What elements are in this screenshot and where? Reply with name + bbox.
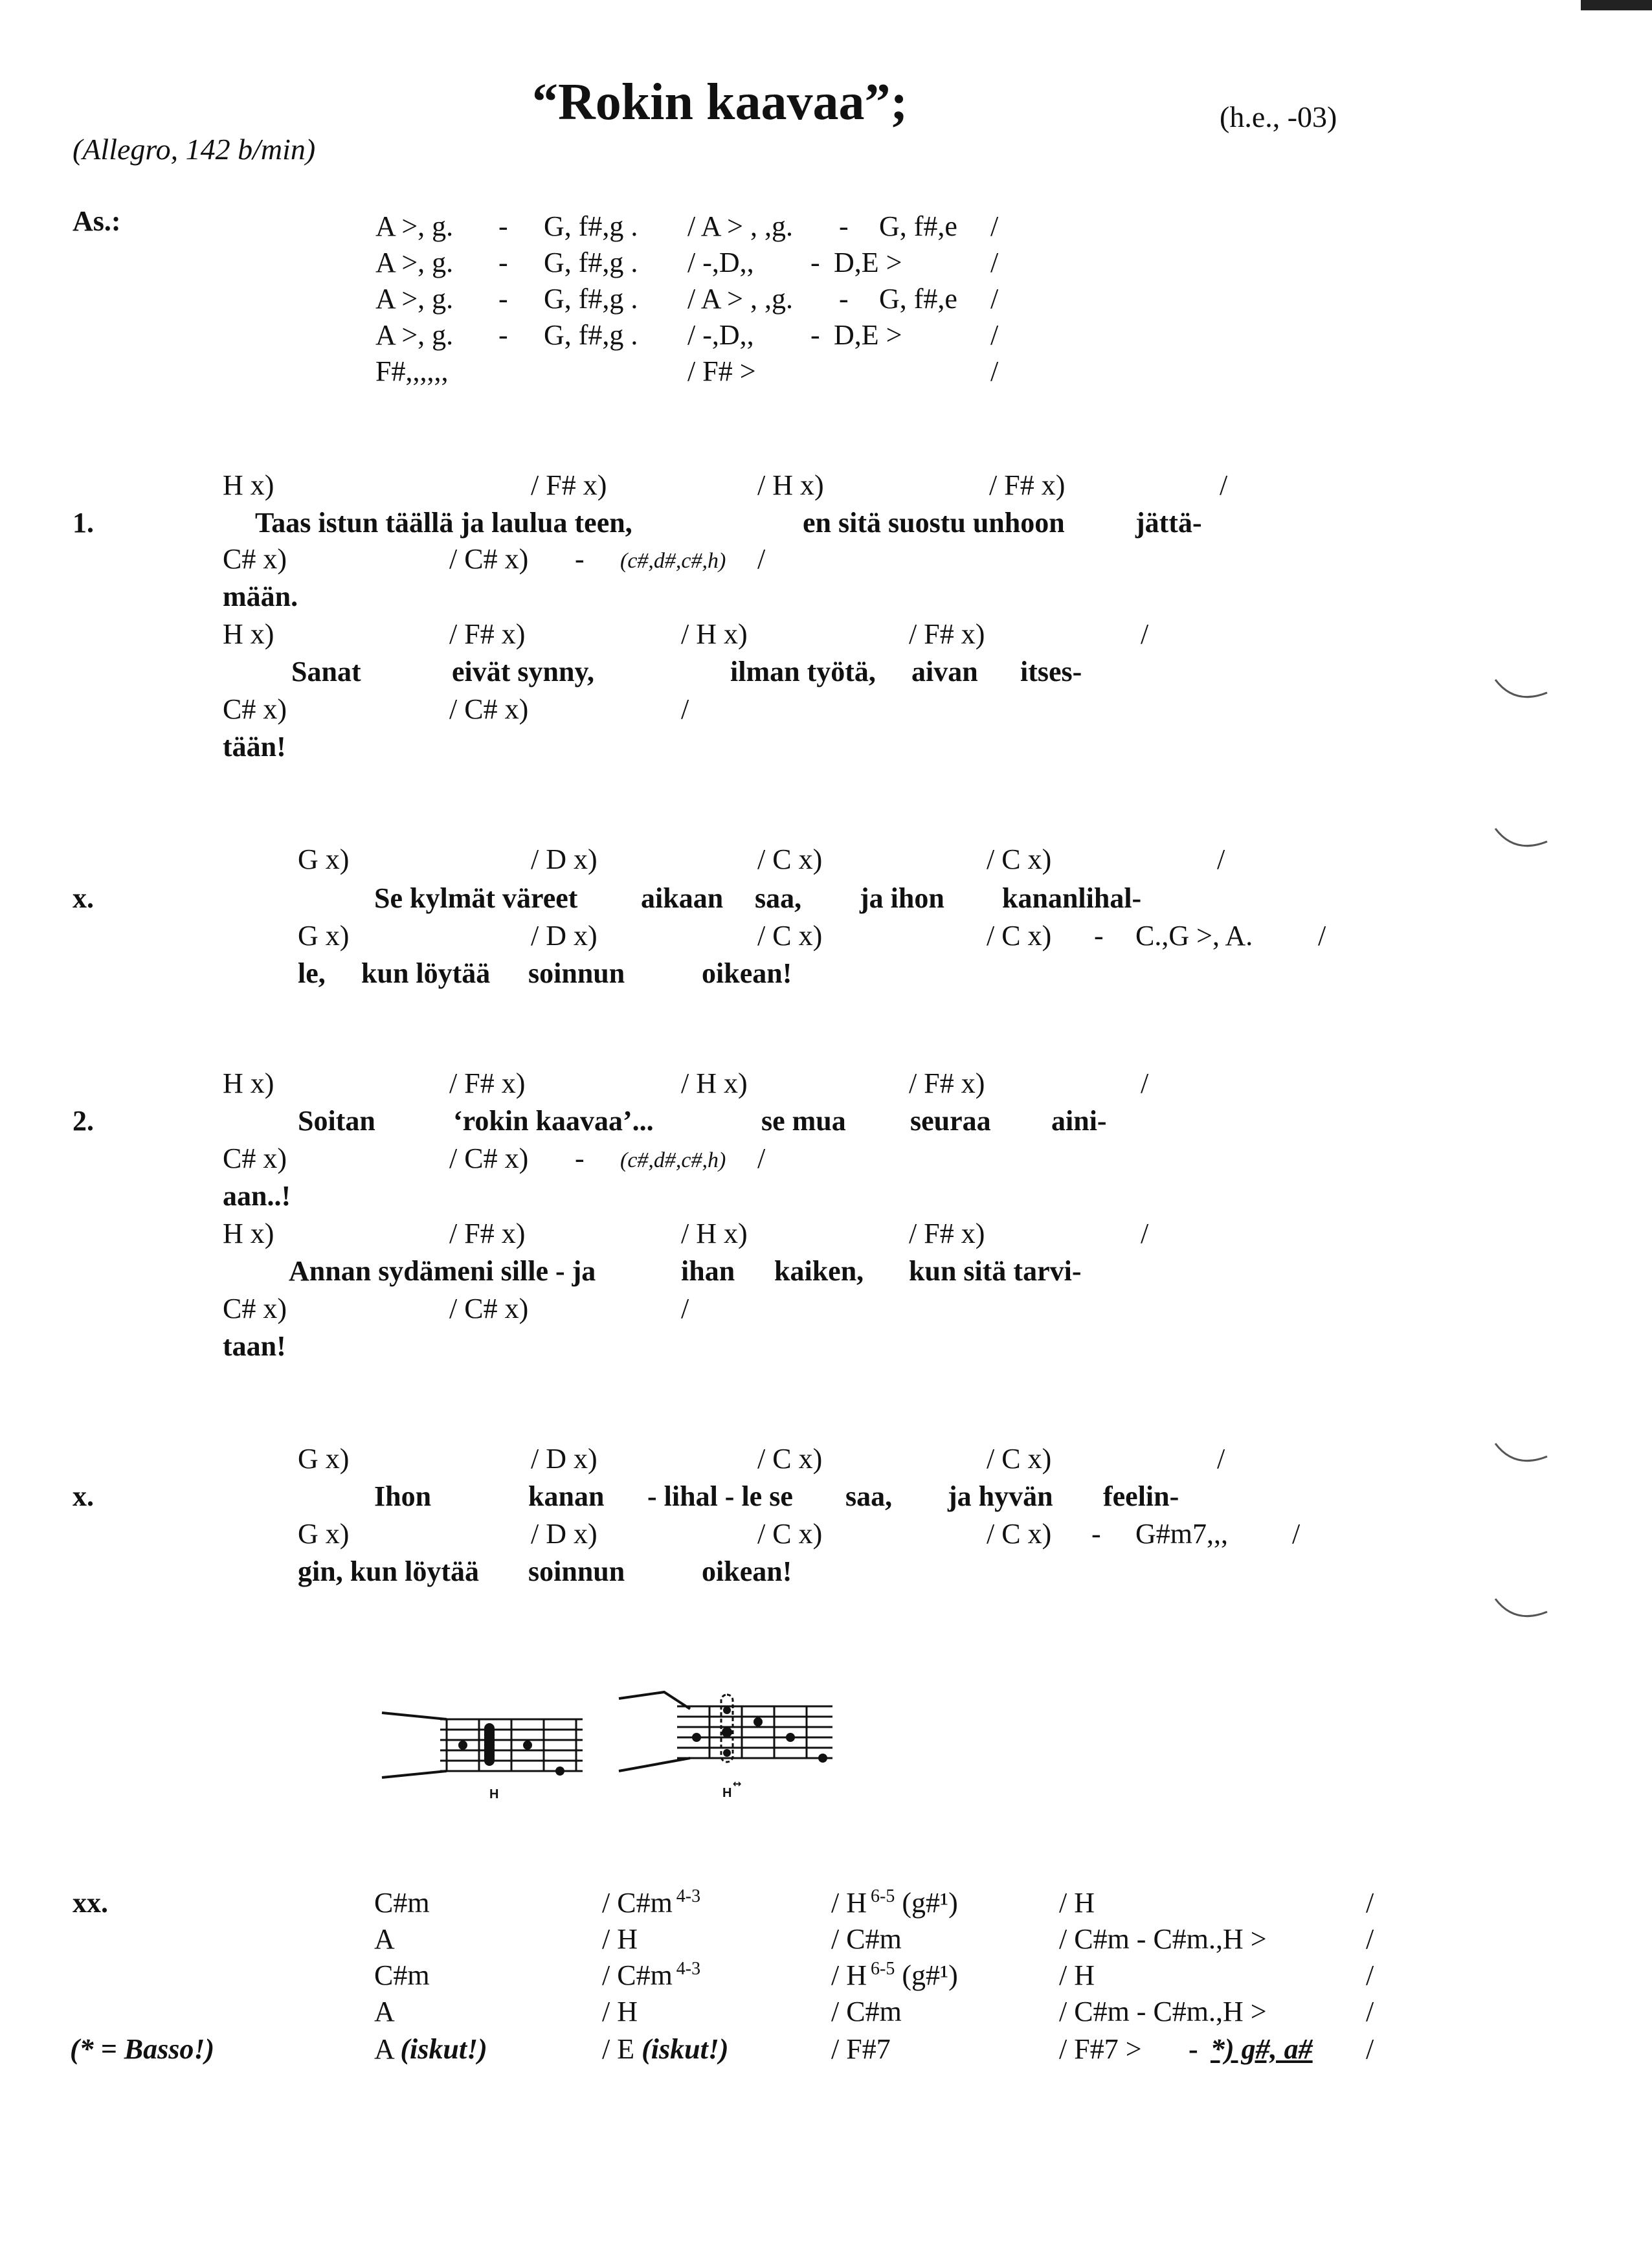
chord: / C# x) [449, 543, 529, 575]
intro-chord: G, f#,e [879, 283, 957, 315]
chord: / F# x) [449, 1218, 526, 1249]
lyric: ihan [681, 1255, 735, 1287]
chord: / F# x) [531, 469, 607, 501]
chord: / C#m - C#m.,H > [1059, 1996, 1267, 2027]
chord: C#m [374, 1887, 430, 1919]
intro-chord: / F# > [687, 355, 756, 387]
bar-line: / [1366, 2033, 1374, 2065]
lyric: se mua [761, 1105, 846, 1137]
chord [602, 1961, 700, 1990]
section-label: 2. [73, 1105, 94, 1137]
chord: C# x) [223, 693, 287, 725]
chord-name: / H [831, 1887, 867, 1919]
lyric: Soitan [298, 1105, 375, 1137]
chord: C# x) [223, 543, 287, 575]
intro-chord: D,E > [834, 247, 902, 278]
bar-line: / [681, 1293, 689, 1324]
chord: H x) [223, 1218, 274, 1249]
lyric: kaiken, [774, 1255, 864, 1287]
intro-chord: / -,D,, [687, 247, 754, 278]
bar-line: / [1366, 1923, 1374, 1955]
lyric: saa, [755, 882, 802, 914]
intro-dash: - [498, 210, 508, 242]
chord-name: / C#m [602, 1959, 673, 1991]
chord: / H x) [681, 1067, 748, 1099]
chord: G x) [298, 1518, 350, 1550]
chord: A [374, 1996, 395, 2027]
chord: / C# x) [449, 1143, 529, 1174]
binder-hole-mark [1489, 673, 1554, 712]
intro-dash: - [498, 319, 508, 351]
bass-note-legend: (* = Basso!) [70, 2033, 215, 2065]
chord: / F# x) [449, 1067, 526, 1099]
chord: / H [1059, 1959, 1095, 1991]
lyric: tään! [223, 731, 286, 763]
bar-line: / [1217, 1443, 1225, 1475]
strike-note: (iskut!) [642, 2033, 729, 2065]
chord: / C#m - C#m.,H > [1059, 1923, 1267, 1955]
bar-line: / [1141, 1067, 1149, 1099]
intro-chord: A >, g. [375, 210, 454, 242]
lyric: aikaan [641, 882, 724, 914]
bar-line: / [1366, 1887, 1374, 1919]
dash: - [1091, 1518, 1101, 1550]
lyric: ‘rokin kaavaa’... [453, 1105, 654, 1137]
chord: / H x) [681, 1218, 748, 1249]
binder-hole-mark [1489, 1592, 1554, 1631]
bar-line: / [681, 693, 689, 725]
lyric: ilman työtä, [730, 656, 876, 687]
bass-note: (g#¹) [902, 1887, 958, 1919]
lyric: en sitä suostu unhoon [803, 507, 1065, 539]
chord: / F# x) [449, 618, 526, 650]
bar-line: / [757, 543, 766, 575]
credit: (h.e., -03) [1220, 100, 1337, 133]
intro-dash: - [810, 247, 820, 278]
chord-name: / H [831, 1959, 867, 1991]
bar-line: / [1217, 843, 1225, 875]
chord: / C x) [757, 843, 823, 875]
lyric: jättä- [1135, 507, 1202, 539]
chord-diagram-h [375, 1696, 596, 1787]
chord: G#m7,,, [1135, 1518, 1228, 1550]
intro-dash: - [839, 283, 849, 315]
lyric: saa, [845, 1480, 893, 1512]
intro-chord: / A > , ,g. [687, 283, 793, 315]
lyric: Sanat [291, 656, 361, 687]
lyric: kun löytää [361, 957, 491, 989]
lyric: - lihal - le se [647, 1480, 793, 1512]
diagram-label: H [489, 1787, 499, 1801]
chord: / C x) [987, 1443, 1052, 1475]
bar-line: / [990, 283, 999, 315]
intro-chord: G, f#,g . [544, 283, 638, 315]
chord: / D x) [531, 1518, 597, 1550]
lyric: Annan sydämeni sille - ja [289, 1255, 596, 1287]
tempo-marking: (Allegro, 142 b/min) [73, 133, 316, 166]
intro-label: As.: [73, 205, 121, 237]
intro-dash: - [810, 319, 820, 351]
chord: G x) [298, 920, 350, 952]
chord: A [374, 1923, 395, 1955]
page-title: “Rokin kaavaa”; [532, 74, 908, 131]
intro-chord: G, f#,e [879, 210, 957, 242]
intro-chord: A >, g. [375, 283, 454, 315]
bar-line: / [1141, 1218, 1149, 1249]
chord: C# x) [223, 1293, 287, 1324]
lyric: kananlihal- [1002, 882, 1142, 914]
intro-chord: A >, g. [375, 247, 454, 278]
dash: - [575, 1143, 585, 1174]
bar-line: / [1366, 1996, 1374, 2027]
lyric: feelin- [1103, 1480, 1179, 1512]
diagram-label: H [722, 1786, 732, 1800]
chord: H x) [223, 469, 274, 501]
section-label: xx. [73, 1887, 108, 1919]
lyric: taan! [223, 1330, 286, 1362]
chord: / C# x) [449, 693, 529, 725]
chord: / C#m [831, 1996, 902, 2027]
lyric: gin, kun löytää [298, 1555, 479, 1587]
intro-chord: / A > , ,g. [687, 210, 793, 242]
chord: / C x) [987, 920, 1052, 952]
chord-suffix: 6-5 [871, 1959, 895, 1979]
bar-line: / [990, 355, 999, 387]
lyric: kun sitä tarvi- [909, 1255, 1082, 1287]
chord: / D x) [531, 920, 597, 952]
chord [831, 1961, 958, 1990]
bar-line: / [1292, 1518, 1300, 1550]
chord-name: A [374, 2033, 394, 2065]
chord: / C# x) [449, 1293, 529, 1324]
lyric: mään. [223, 581, 298, 612]
bass-run: (c#,d#,c#,h) [620, 1148, 726, 1172]
lyric: oikean! [702, 1555, 792, 1587]
chord: / C#m [831, 1923, 902, 1955]
section-label: 1. [73, 507, 94, 539]
lyric: soinnun [528, 1555, 625, 1587]
chord-suffix: 4-3 [676, 1959, 701, 1979]
bass-run: *) g#, a# [1211, 2033, 1313, 2065]
chord: G x) [298, 843, 350, 875]
dash: - [1094, 920, 1104, 952]
lyric: ja ihon [860, 882, 944, 914]
chord: / F# x) [909, 618, 985, 650]
chord: / H [602, 1923, 638, 1955]
chord: / C x) [757, 1518, 823, 1550]
chord: / C x) [987, 1518, 1052, 1550]
chord: / C x) [757, 920, 823, 952]
chord: C#m [374, 1959, 430, 1991]
bar-line: / [1366, 1959, 1374, 1991]
lyric: Taas istun täällä ja laulua teen, [255, 507, 632, 539]
chord [602, 2035, 729, 2064]
bar-line: / [1220, 469, 1228, 501]
intro-chord: A >, g. [375, 319, 454, 351]
chord: H x) [223, 618, 274, 650]
chord: / F#7 [831, 2033, 891, 2065]
lyric: eivät synny, [452, 656, 595, 687]
bar-line: / [990, 247, 999, 278]
lyric: Ihon [374, 1480, 432, 1512]
chord: / F# x) [909, 1067, 985, 1099]
lyric: oikean! [702, 957, 792, 989]
section-label: x. [73, 882, 94, 914]
chord [374, 2035, 487, 2064]
lyric: aini- [1051, 1105, 1107, 1137]
intro-chord: F#,,,,,, [375, 355, 449, 387]
chord: / C x) [757, 1443, 823, 1475]
chord: / D x) [531, 1443, 597, 1475]
chord: / H x) [681, 618, 748, 650]
chord-name: / C#m [602, 1887, 673, 1919]
intro-dash: - [498, 283, 508, 315]
bass-run: (c#,d#,c#,h) [620, 549, 726, 573]
intro-dash: - [498, 247, 508, 278]
diagram-marks: ↔ [733, 1778, 742, 1790]
chord: C.,G >, A. [1135, 920, 1253, 952]
lyric: itses- [1020, 656, 1082, 687]
chord-diagram-h-alt [612, 1683, 839, 1780]
bar-line: / [990, 319, 999, 351]
chord: / F# x) [989, 469, 1066, 501]
dash: - [1189, 2033, 1198, 2065]
chord-suffix: 6-5 [871, 1886, 895, 1906]
binder-hole-mark [1489, 822, 1554, 861]
chord: H x) [223, 1067, 274, 1099]
chord: / F# x) [909, 1218, 985, 1249]
chord: G x) [298, 1443, 350, 1475]
chord: / C x) [987, 843, 1052, 875]
bar-line: / [990, 210, 999, 242]
intro-chord: G, f#,g . [544, 210, 638, 242]
chord: / F#7 > [1059, 2033, 1142, 2065]
intro-chord: G, f#,g . [544, 247, 638, 278]
lyric: le, [298, 957, 326, 989]
lyric: seuraa [910, 1105, 991, 1137]
binder-hole-mark [1489, 1437, 1554, 1476]
bar-line: / [1318, 920, 1326, 952]
lyric: Se kylmät väreet [374, 882, 578, 914]
chord: C# x) [223, 1143, 287, 1174]
chord: / H x) [757, 469, 824, 501]
section-label: x. [73, 1480, 94, 1512]
lyric: kanan [528, 1480, 605, 1512]
intro-chord: G, f#,g . [544, 319, 638, 351]
strike-note: (iskut!) [400, 2033, 487, 2065]
lyric: soinnun [528, 957, 625, 989]
lyric: aivan [911, 656, 978, 687]
dash: - [575, 543, 585, 575]
scan-edge [1581, 0, 1652, 10]
chord [831, 1886, 958, 1919]
chord: / H [1059, 1887, 1095, 1919]
intro-chord: / -,D,, [687, 319, 754, 351]
bar-line: / [757, 1143, 766, 1174]
bass-note: (g#¹) [902, 1959, 958, 1991]
intro-dash: - [839, 210, 849, 242]
bar-line: / [1141, 618, 1149, 650]
chord: / H [602, 1996, 638, 2027]
chord-suffix: 4-3 [676, 1886, 701, 1906]
chord-name: / E [602, 2033, 635, 2065]
lyric: aan..! [223, 1180, 291, 1212]
intro-chord: D,E > [834, 319, 902, 351]
lyric: ja hyvän [948, 1480, 1053, 1512]
chord [602, 1886, 701, 1919]
chord: / D x) [531, 843, 597, 875]
